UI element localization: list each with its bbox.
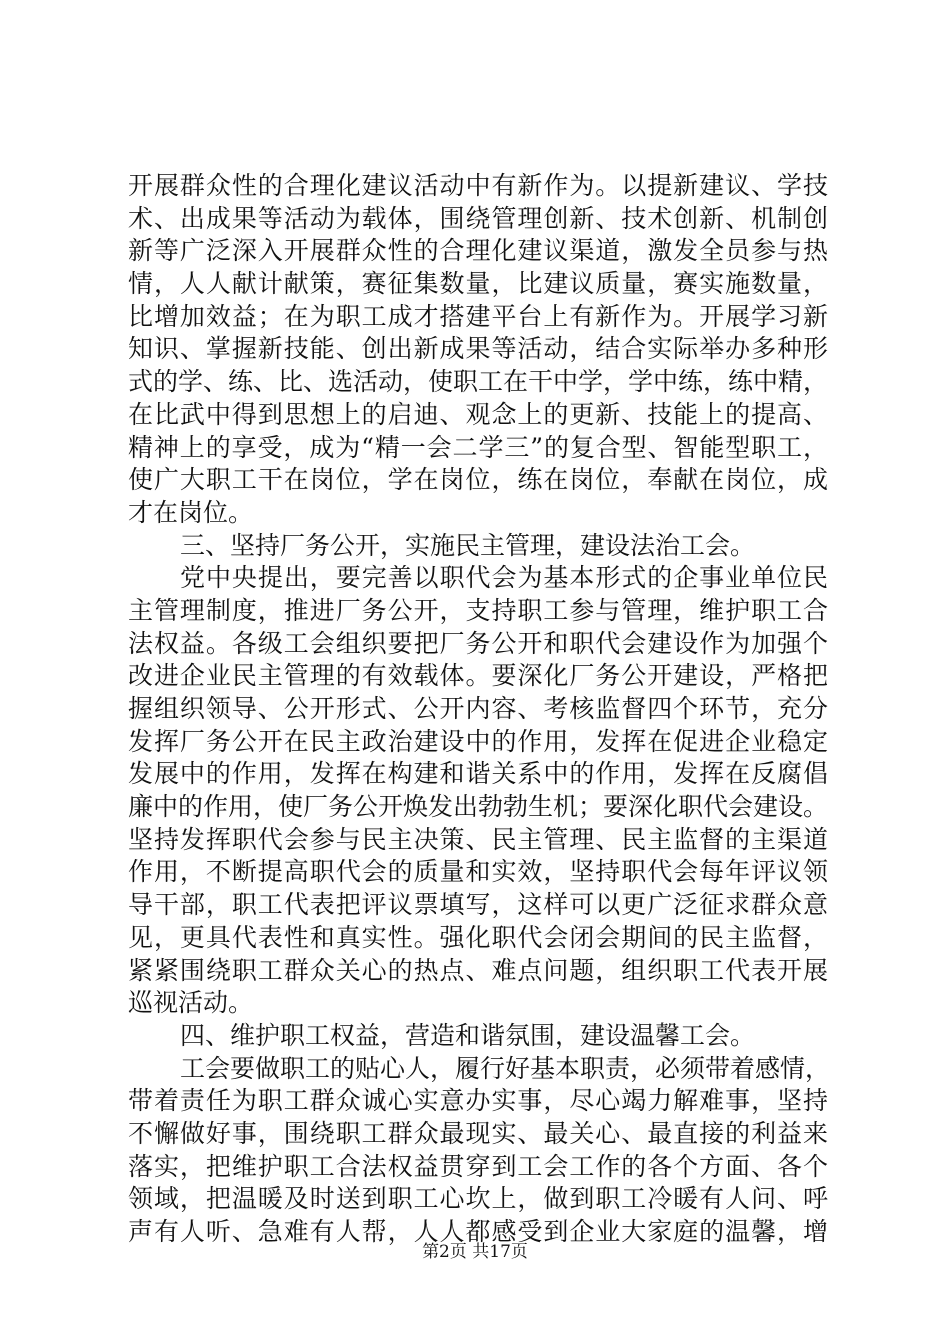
text-line: 坚持发挥职代会参与民主决策、民主管理、民主监督的主渠道	[128, 824, 828, 854]
text-line: 比增加效益；在为职工成才搭建平台上有新作为。开展学习新	[128, 301, 828, 331]
text-line: 法权益。各级工会组织要把厂务公开和职代会建设作为加强个	[128, 628, 828, 658]
text-line: 党中央提出，要完善以职代会为基本形式的企事业单位民	[180, 563, 828, 593]
text-line: 领域，把温暖及时送到职工心坎上，做到职工冷暖有人问、呼	[128, 1184, 828, 1214]
text-line: 才在岗位。	[128, 497, 254, 527]
text-line: 四、维护职工权益，营造和谐氛围，建设温馨工会。	[180, 1020, 756, 1050]
text-line: 导干部，职工代表把评议票填写，这样可以更广泛征求群众意	[128, 890, 828, 920]
page-footer: 第2页 共17页	[422, 1242, 528, 1262]
text-line: 在比武中得到思想上的启迪、观念上的更新、技能上的提高、	[128, 399, 828, 429]
text-line: 声有人听、急难有人帮，人人都感受到企业大家庭的温馨，增	[128, 1217, 828, 1246]
text-line: 改进企业民主管理的有效载体。要深化厂务公开建设，严格把	[128, 661, 828, 691]
text-line: 见，更具代表性和真实性。强化职代会闭会期间的民主监督，	[128, 922, 828, 952]
text-line: 落实，把维护职工合法权益贯穿到工会工作的各个方面、各个	[128, 1151, 828, 1181]
body-text	[128, 170, 831, 1249]
text-line: 握组织领导、公开形式、公开内容、考核监督四个环节，充分	[128, 694, 828, 723]
text-line: 工会要做职工的贴心人，履行好基本职责，必须带着感情，	[180, 1053, 831, 1083]
text-line: 紧紧围绕职工群众关心的热点、难点问题，组织职工代表开展	[128, 955, 828, 985]
text-line: 新等广泛深入开展群众性的合理化建议渠道，激发全员参与热	[128, 236, 828, 266]
text-line: 带着责任为职工群众诚心实意办实事，尽心竭力解难事，坚持	[128, 1086, 828, 1116]
text-line: 廉中的作用，使厂务公开焕发出勃勃生机；要深化职代会建设。	[128, 792, 829, 822]
text-line: 情，人人献计献策，赛征集数量，比建议质量，赛实施数量，	[128, 269, 828, 299]
text-line: 使广大职工干在岗位，学在岗位，练在岗位，奉献在岗位，成	[128, 465, 828, 495]
text-line: 发展中的作用，发挥在构建和谐关系中的作用，发挥在反腐倡	[128, 759, 828, 789]
text-line: 开展群众性的合理化建议活动中有新作为。以提新建议、学技	[128, 171, 828, 200]
text-line: 术、出成果等活动为载体，围绕管理创新、技术创新、机制创	[128, 203, 828, 233]
text-line: 三、坚持厂务公开，实施民主管理，建设法治工会。	[180, 530, 756, 560]
text-line: 不懈做好事，围绕职工群众最现实、最关心、最直接的利益来	[128, 1118, 828, 1148]
text-line: 主管理制度，推进厂务公开，支持职工参与管理，维护职工合	[128, 595, 828, 625]
text-line: 式的学、练、比、选活动，使职工在干中学，学中练，练中精，	[128, 367, 829, 397]
text-line: 知识、掌握新技能、创出新成果等活动，结合实际举办多种形	[128, 334, 828, 364]
text-line: 作用，不断提高职代会的质量和实效，坚持职代会每年评议领	[128, 857, 828, 887]
text-line: 发挥厂务公开在民主政治建设中的作用，发挥在促进企业稳定	[128, 726, 828, 756]
text-line: 巡视活动。	[128, 988, 254, 1018]
text-line: 精神上的享受，成为“精一会二学三”的复合型、智能型职工，	[128, 432, 828, 462]
